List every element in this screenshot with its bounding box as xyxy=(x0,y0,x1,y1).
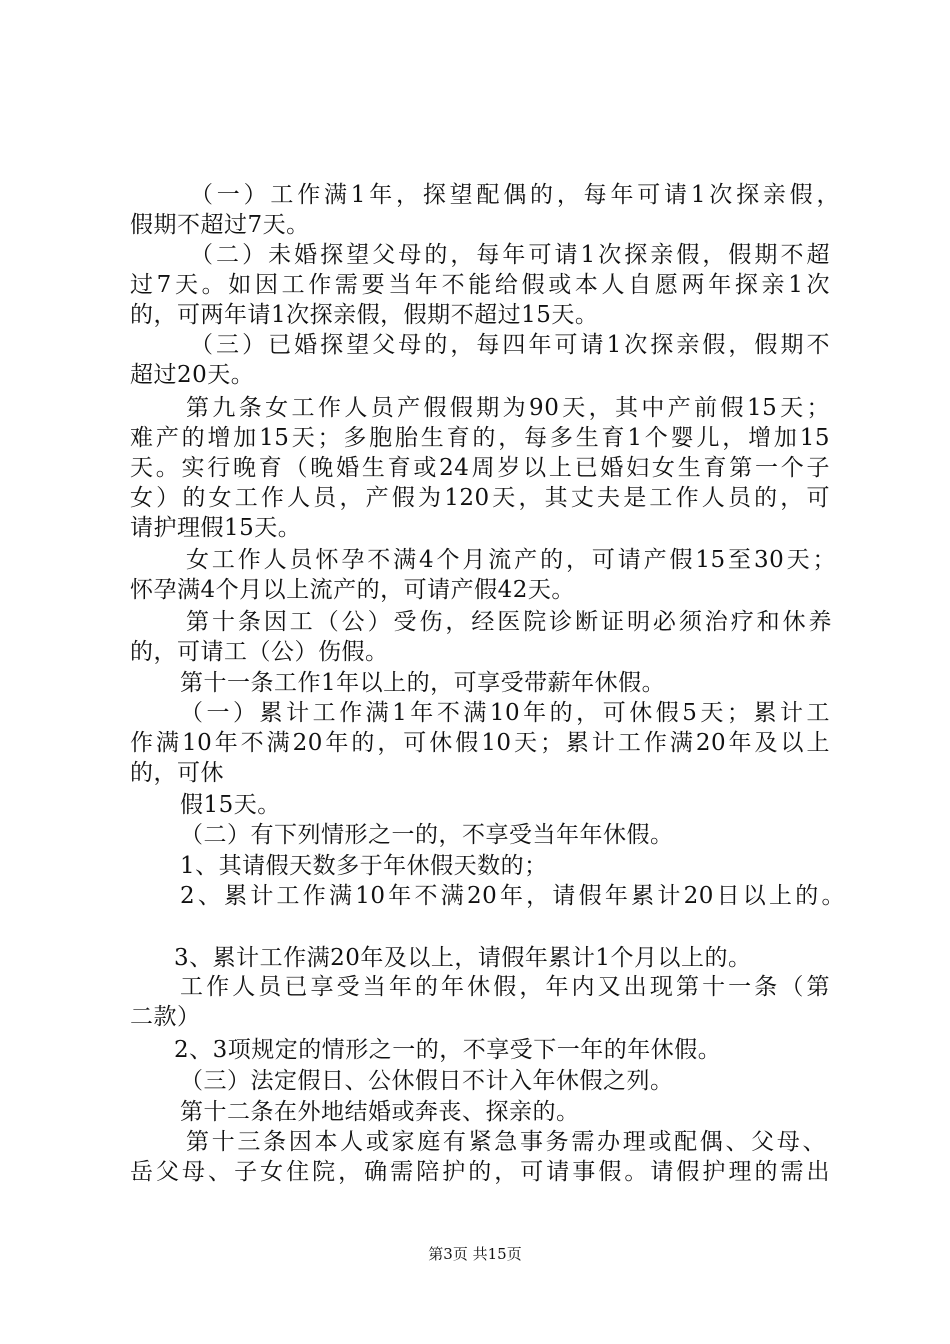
text-line: 超过20天。 xyxy=(130,362,255,388)
text-line: 假期不超过7天。 xyxy=(130,212,310,238)
text-line: 女工作人员怀孕不满4个月流产的，可请产假15至30天； xyxy=(186,547,836,573)
text-line: 假15天。 xyxy=(180,792,281,818)
text-line: （三）已婚探望父母的，每四年可请1次探亲假，假期不 xyxy=(190,332,830,358)
text-line: 过7天。如因工作需要当年不能给假或本人自愿两年探亲1次 xyxy=(130,272,830,298)
text-line: 第九条女工作人员产假假期为90天，其中产前假15天； xyxy=(186,395,830,421)
page-footer: 第3页 共15页 xyxy=(428,1245,522,1263)
text-line: 天。实行晚育（晚婚生育或24周岁以上已婚妇女生育第一个子 xyxy=(130,455,830,481)
text-line: 第十三条因本人或家庭有紧急事务需办理或配偶、父母、 xyxy=(186,1129,826,1155)
text-line: （二）未婚探望父母的，每年可请1次探亲假，假期不超 xyxy=(190,242,830,268)
text-line: （二）有下列情形之一的，不享受当年年休假。 xyxy=(180,822,674,848)
text-line: 作满10年不满20年的，可休假10天；累计工作满20年及以上 xyxy=(130,730,830,756)
text-line: （一）工作满1年，探望配偶的，每年可请1次探亲假， xyxy=(190,182,840,208)
text-line: 1、其请假天数多于年休假天数的； xyxy=(180,853,548,879)
text-line: 怀孕满4个月以上流产的，可请产假42天。 xyxy=(130,577,575,603)
text-line: 请护理假15天。 xyxy=(130,515,302,541)
text-line: 难产的增加15天；多胞胎生育的，每多生育1个婴儿，增加15 xyxy=(130,425,830,451)
text-line: 3、累计工作满20年及以上，请假年累计1个月以上的。 xyxy=(174,945,752,971)
text-line: 第十一条工作1年以上的，可享受带薪年休假。 xyxy=(180,670,666,696)
text-line: 第十条因工（公）受伤，经医院诊断证明必须治疗和休养 xyxy=(186,609,832,635)
text-line: 2、累计工作满10年不满20年，请假年累计20日以上的。 xyxy=(180,883,845,909)
text-line: 二款） xyxy=(130,1004,201,1030)
text-line: 女）的女工作人员，产假为120天，其丈夫是工作人员的，可 xyxy=(130,485,830,511)
text-line: 2、3项规定的情形之一的，不享受下一年的年休假。 xyxy=(174,1037,722,1063)
text-line: （一）累计工作满1年不满10年的，可休假5天；累计工 xyxy=(180,700,830,726)
text-line: 的，可休 xyxy=(130,760,224,786)
text-line: 的，可两年请1次探亲假，假期不超过15天。 xyxy=(130,302,599,328)
text-line: 工作人员已享受当年的年休假，年内又出现第十一条（第 xyxy=(180,974,830,1000)
text-line: 第十二条在外地结婚或奔丧、探亲的。 xyxy=(180,1099,580,1125)
text-line: 岳父母、子女住院，确需陪护的，可请事假。请假护理的需出 xyxy=(130,1159,830,1185)
text-line: （三）法定假日、公休假日不计入年休假之列。 xyxy=(180,1068,674,1094)
text-line: 的，可请工（公）伤假。 xyxy=(130,639,389,665)
